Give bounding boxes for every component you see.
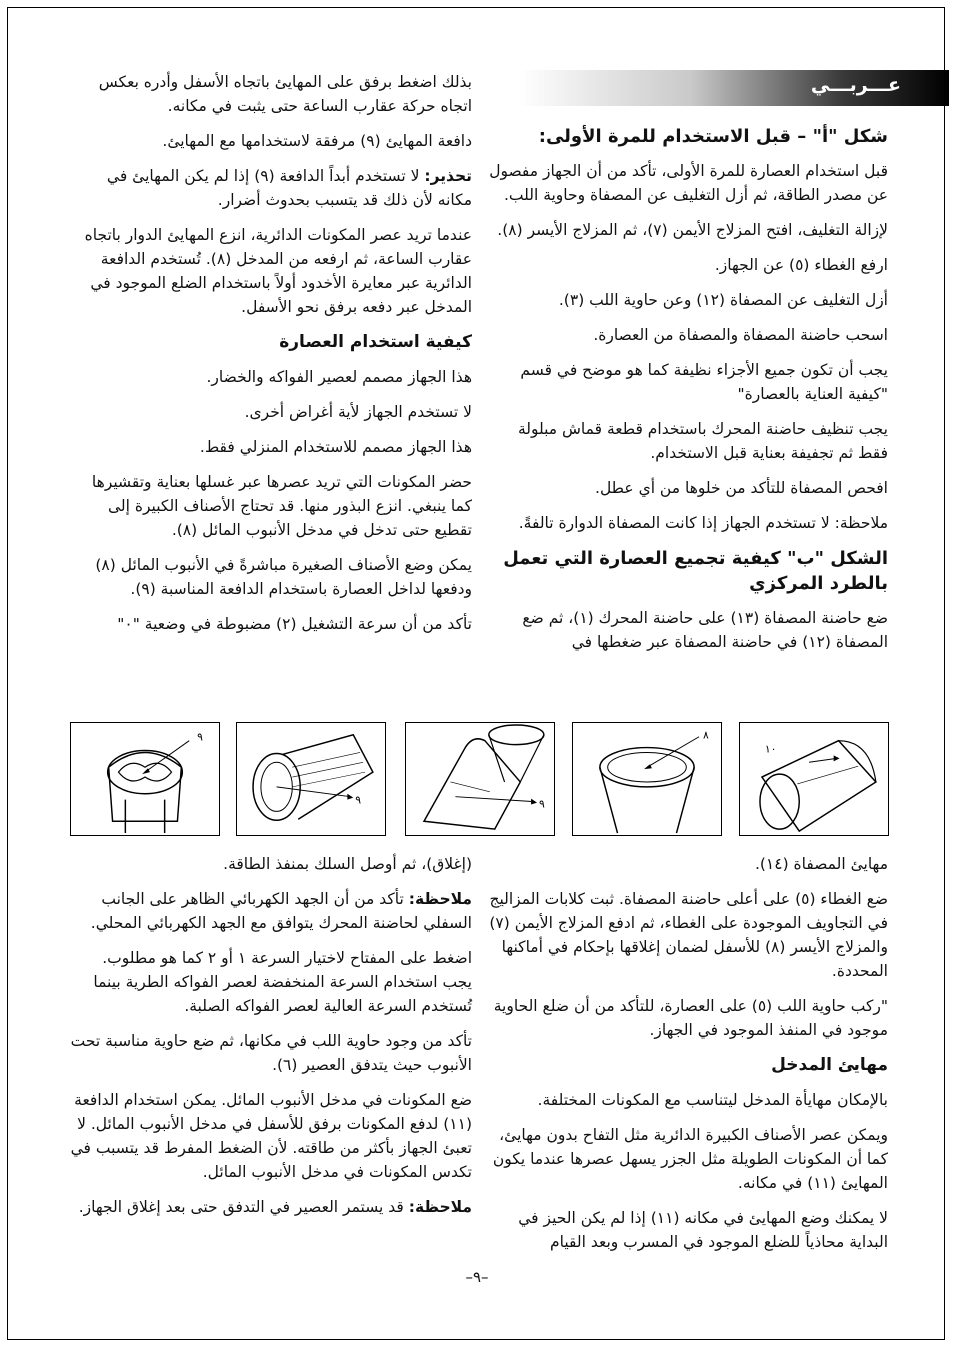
paragraph: يمكن وضع الأصناف الصغيرة مباشرةً في الأنبوب المائل (٨) ودفعها لداخل العصارة باستخدام الدافعة المناسبة (٩).	[95, 556, 472, 598]
note-label: ملاحظة:	[408, 890, 472, 908]
note-paragraph: ملاحظة: لا تستخدم الجهاز إذا كانت المصفاة الدوارة تالفةً.	[518, 514, 888, 532]
heading-inlet-adapter: مهايئ المدخل	[771, 1055, 888, 1075]
paragraph: حضر المكونات التي تريد عصرها عبر غسلها بعناية وتقشيرها كما ينبغي. انزع البذور منها. قد تحتاج الأصناف الكبيرة إلى تقطيع حتى تدخل في مدخل الأنبوب المائل (٨).	[91, 473, 472, 539]
paragraph: (إغلاق)، ثم أوصل السلك بمنفذ الطاقة.	[223, 855, 472, 873]
figure-number: ٩	[355, 793, 362, 807]
paragraph: قبل استخدام العصارة للمرة الأولى، تأكد من أن الجهاز مفصول عن مصدر الطاقة، ثم أزل التغليف عن المصفاة وحاوية اللب.	[489, 162, 888, 204]
figure-pusher-top	[70, 722, 220, 836]
paragraph: "ركب حاوية اللب (٥) على العصارة، للتأكد من أن ضلع الحاوية موجود في المنفذ الموجود في الجهاز.	[493, 997, 888, 1039]
note-text: تأكد من أن الجهد الكهربائي الظاهر على الجانب السفلي لحاضنة المحرك يتوافق مع الجهد الكهربائي المحلي.	[90, 890, 472, 932]
figure-number: ٨	[703, 728, 709, 742]
figures-strip	[70, 722, 885, 836]
paragraph: لا يمكنك وضع المهايئ في مكانه (١١) إذا لم يكن الحيز في البداية محاذياً للضلع الموجود في المسرب وبعد القيام	[518, 1209, 888, 1251]
language-tab	[519, 70, 949, 106]
note-label: ملاحظة:	[408, 1198, 472, 1216]
paragraph: افحص المصفاة للتأكد من خلوها من أي عطل.	[595, 479, 888, 497]
paragraph: لإزالة التغليف، افتح المزلاج الأيمن (٧)، ثم المزلاج الأيسر (٨).	[497, 221, 888, 239]
heading-figure-a: شكل "أ" – قبل الاستخدام للمرة الأولى:	[538, 126, 888, 147]
paragraph: يجب تنظيف حاضنة المحرك باستخدام قطعة قماش مبلولة فقط ثم تجفيفة بعناية قبل الاستخدام.	[517, 420, 888, 462]
warning-paragraph	[70, 164, 472, 212]
paragraph: ضع المكونات في مدخل الأنبوب المائل. يمكن استخدام الدافعة (١١) لدفع المكونات برفق للأسفل في مدخل الأنبوب المائل. لا تعبئ الجهاز بأكثر من طاقته. لأن الضغط المفرط قد يتسبب في تكدس المكونات في مدخل الأنبوب المائل.	[70, 1091, 472, 1181]
paragraph: عندما تريد عصر المكونات الدائرية، انزع المهايئ الدوار باتجاه عقارب الساعة، ثم ارفعه من المدخل (٨). تُستخدم الدافعة الدائرية عبر معايرة الأخدود أولاً باستخدام الضلع الموجود في المدخل عبر دفعه برفق نحو الأسفل.	[84, 226, 472, 316]
right-column-top	[488, 118, 888, 665]
paragraph: ضع حاضنة المصفاة (١٣) على حاضنة المحرك (١)، ثم ضع المصفاة (١٢) في حاضنة المصفاة عبر ضغطها في	[522, 609, 888, 651]
language-label: عـــربـــي	[810, 74, 901, 96]
figure-number: ٩	[538, 797, 545, 811]
heading-figure-b: الشكل "ب" كيفية تجميع العصارة التي تعمل بالطرد المركزي	[503, 548, 888, 594]
paragraph: لا تستخدم الجهاز لأية أغراض أخرى.	[244, 403, 472, 421]
paragraph: ويمكن عصر الأصناف الكبيرة الدائرية مثل التفاح بدون مهايئ، كما أن المكونات الطويلة مثل الجزر يسهل عصرها عندما يكون المهايئ (١١) في مكانه.	[492, 1126, 888, 1192]
left-column-top	[70, 70, 472, 647]
figure-chute-angled	[236, 722, 386, 836]
note-paragraph	[70, 887, 472, 935]
paragraph: ارفع الغطاء (٥) عن الجهاز.	[714, 256, 888, 274]
paragraph: أزل التغليف عن المصفاة (١٢) وعن حاوية اللب (٣).	[558, 291, 888, 309]
paragraph: هذا الجهاز مصمم لعصير الفواكه والخضار.	[206, 368, 472, 386]
figure-pusher-side	[405, 722, 555, 836]
figure-chute-top	[572, 722, 722, 836]
paragraph: تأكد من أن سرعة التشغيل (٢) مضبوطة في وضعية "٠"	[117, 615, 472, 633]
figure-number: ٩	[197, 730, 203, 744]
paragraph: اسحب حاضنة المصفاة والمصفاة من العصارة.	[593, 326, 888, 344]
paragraph: تأكد من وجود حاوية اللب في مكانها، ثم ضع حاوية مناسبة تحت الأنبوب حيث يتدفق العصير (٦).	[70, 1032, 472, 1074]
heading-how-to-use: كيفية استخدام العصارة	[279, 332, 472, 352]
page-number: –٩–	[465, 1268, 489, 1286]
paragraph: مهايئ المصفاة (١٤).	[754, 855, 888, 873]
paragraph: هذا الجهاز مصمم للاستخدام المنزلي فقط.	[199, 438, 472, 456]
paragraph: بالإمكان مهايأة المدخل ليتناسب مع المكونات المختلفة.	[537, 1091, 888, 1109]
paragraph: يجب أن تكون جميع الأجزاء نظيفة كما هو موضح في قسم "كيفية العناية بالعصارة"	[520, 361, 888, 403]
figure-chute-adapter	[739, 722, 889, 836]
paragraph: بذلك اضغط برفق على المهايئ باتجاه الأسفل وأدره بعكس اتجاه حركة عقارب الساعة حتى يثبت في مكانه.	[98, 73, 472, 115]
warning-text: لا تستخدم أبداً الدافعة (٩) إذا لم يكن المهايئ في مكانه لأن ذلك قد يتسبب بحدوث أضرار.	[106, 167, 472, 209]
left-column-bottom	[70, 852, 472, 1230]
note-paragraph	[70, 1195, 472, 1219]
paragraph: ضع الغطاء (٥) على أعلى حاضنة المصفاة. ثبت كلابات المزاليج في التجاويف الموجودة على الغطاء، ثم ادفع المزلاج الأيمن (٧) والمزلاج الأيسر (٨) للأسفل لضمان إغلاقها بإحكام في أماكنها المحددة.	[489, 890, 888, 980]
paragraph: اضغط على المفتاح لاختيار السرعة ١ أو ٢ كما هو مطلوب. يجب استخدام السرعة المنخفضة لعصر الفواكه الطرية بينما تُستخدم السرعة العالية لعصر الفواكه الصلبة.	[93, 949, 472, 1015]
paragraph: دافعة المهايئ (٩) مرفقة لاستخدامها مع المهايئ.	[162, 132, 472, 150]
warning-label: تحذير:	[424, 167, 472, 185]
figure-number: ١٠	[764, 742, 777, 756]
right-column-bottom	[488, 852, 888, 1265]
note-text: قد يستمر العصير في التدفق حتى بعد إغلاق الجهاز.	[78, 1198, 409, 1216]
